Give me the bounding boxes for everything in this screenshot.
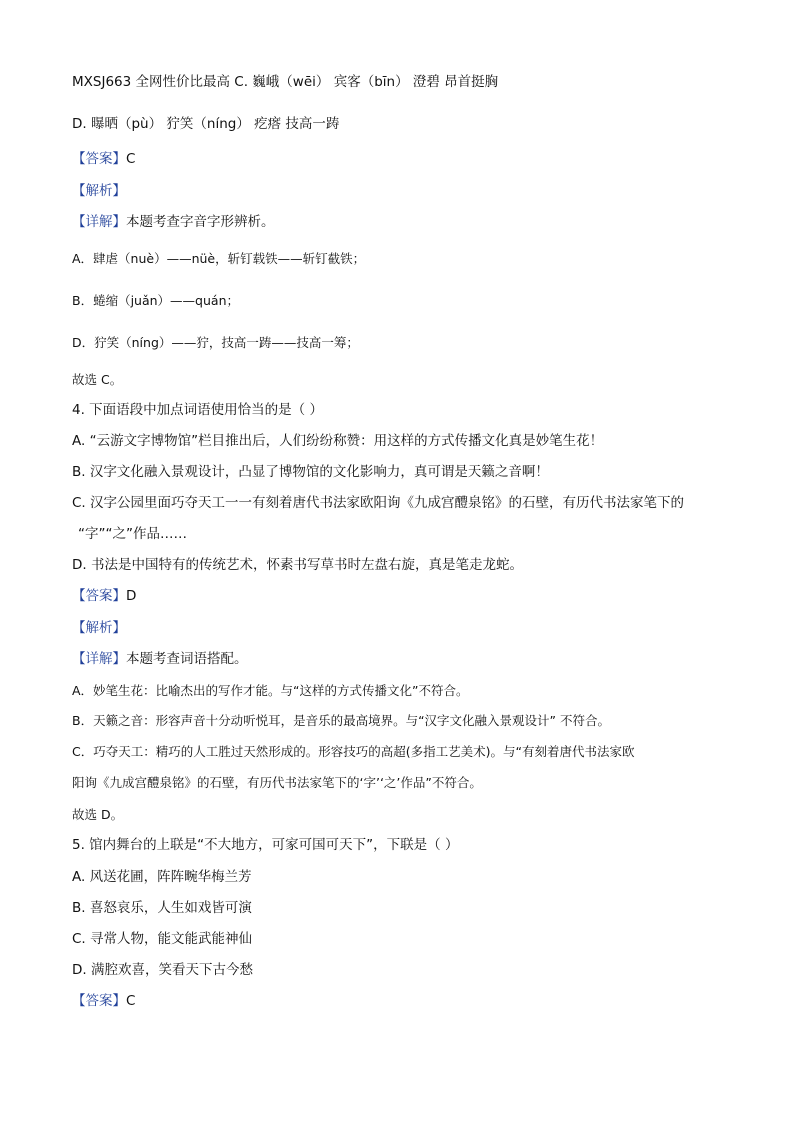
question-4-stem: 4. 下面语段中加点词语使用恰当的是（ ） bbox=[72, 402, 323, 418]
option-d-line: D. 曝晒（pù） 狞笑（níng） 疙瘩 技高一踌 bbox=[72, 116, 340, 132]
q5-option-c: C. 寻常人物，能文能武能神仙 bbox=[72, 931, 253, 947]
q4-option-c-cont: “字”“之”作品…… bbox=[78, 526, 187, 542]
detail-tag: 【详解】 bbox=[72, 651, 126, 667]
choose-line: 故选 D。 bbox=[72, 807, 124, 822]
answer-line bbox=[72, 149, 135, 169]
answer-tag: 【答案】 bbox=[72, 588, 126, 604]
analysis-tag: 【解析】 bbox=[72, 183, 126, 199]
option-c-line: MXSJ663 全网性价比最高 C. 巍峨（wēi） 宾客（bīn） 澄碧 昂首挺胸 bbox=[72, 74, 499, 90]
explanation-a: A．妙笔生花：比喻杰出的写作才能。与“这样的方式传播文化”不符合。 bbox=[72, 683, 469, 698]
q5-option-a: A. 风送花圃，阵阵畹华梅兰芳 bbox=[72, 869, 252, 885]
answer-line bbox=[72, 586, 136, 606]
explanation-a: A．肆虐（nuè）——nüè，斩钉载铁——斩钉截铁； bbox=[72, 251, 366, 266]
q4-option-b: B. 汉字文化融入景观设计，凸显了博物馆的文化影响力，真可谓是天籁之音啊！ bbox=[72, 464, 549, 480]
answer-tag: 【答案】 bbox=[72, 993, 126, 1009]
answer-line bbox=[72, 991, 135, 1011]
explanation-b: B．蜷缩（juǎn）——quán； bbox=[72, 293, 239, 308]
question-5-stem: 5. 馆内舞台的上联是“不大地方，可家可国可天下”，下联是（ ） bbox=[72, 837, 459, 853]
explanation-c-cont: 阳询《九成宫醴泉铭》的石壁，有历代书法家笔下的‘字’‘之’作品”不符合。 bbox=[72, 775, 482, 790]
detail-text: 本题考查词语搭配。 bbox=[126, 651, 248, 667]
explanation-d: D．狞笑（níng）——狞，技高一踌——技高一筹； bbox=[72, 335, 359, 350]
analysis-tag: 【解析】 bbox=[72, 620, 126, 636]
answer-value: C bbox=[126, 151, 136, 167]
q4-option-c: C. 汉字公园里面巧夺天工一一有刻着唐代书法家欧阳询《九成宫醴泉铭》的石壁，有历代书法家笔下的 bbox=[72, 495, 685, 511]
answer-tag: 【答案】 bbox=[72, 151, 126, 167]
q4-option-d: D. 书法是中国特有的传统艺术，怀素书写草书时左盘右旋，真是笔走龙蛇。 bbox=[72, 557, 523, 573]
detail-line bbox=[72, 212, 275, 232]
explanation-b: B．天籁之音：形容声音十分动听悦耳，是音乐的最高境界。与“汉字文化融入景观设计” 不符合。 bbox=[72, 713, 611, 728]
q4-option-a: A. “云游文字博物馆”栏目推出后，人们纷纷称赞：用这样的方式传播文化真是妙笔生花！ bbox=[72, 433, 604, 449]
detail-text: 本题考查字音字形辨析。 bbox=[126, 214, 275, 230]
answer-value: D bbox=[126, 588, 137, 604]
q5-option-b: B. 喜怒哀乐，人生如戏皆可演 bbox=[72, 900, 252, 916]
q5-option-d: D. 满腔欢喜，笑看天下古今愁 bbox=[72, 962, 253, 978]
answer-value: C bbox=[126, 993, 136, 1009]
explanation-c: C．巧夺天工：精巧的人工胜过天然形成的。形容技巧的高超(多指工艺美术)。与“有刻着唐代书法家欧 bbox=[72, 744, 635, 759]
choose-line: 故选 C。 bbox=[72, 372, 123, 387]
detail-line bbox=[72, 649, 248, 669]
detail-tag: 【详解】 bbox=[72, 214, 126, 230]
